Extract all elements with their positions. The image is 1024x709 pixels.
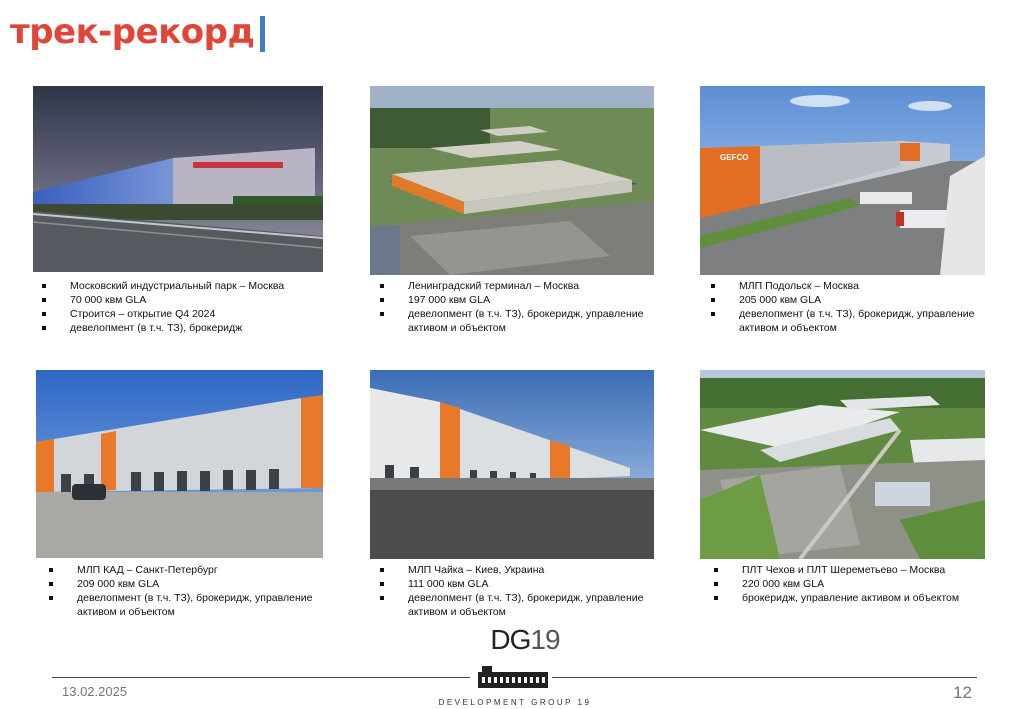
page-title: трек-рекорд (10, 12, 255, 52)
caption-item: девелопмент (в т.ч. ТЗ), брокеридж, управление активом и объектом (378, 307, 658, 335)
caption-item: ПЛТ Чехов и ПЛТ Шереметьево – Москва (712, 563, 1002, 577)
caption-item: МЛП КАД – Санкт-Петербург (47, 563, 327, 577)
caption-item: 111 000 квм GLA (378, 577, 658, 591)
caption-item: 197 000 квм GLA (378, 293, 658, 307)
caption-item: 220 000 квм GLA (712, 577, 1002, 591)
company-subtitle: DEVELOPMENT GROUP 19 (438, 698, 592, 707)
building-logo-icon (478, 666, 548, 688)
logo-number: 19 (530, 624, 560, 655)
project-caption-chekhov-sheremetyevo (712, 563, 1002, 605)
project-photo-chekhov-sheremetyevo (700, 370, 985, 559)
caption-item: МЛП Подольск – Москва (709, 279, 989, 293)
logo-dg: DG (490, 624, 531, 655)
footer-divider-right (552, 677, 977, 678)
footer-divider-left (52, 677, 470, 678)
project-photo-kad-spb (36, 370, 323, 558)
caption-item: девелопмент (в т.ч. ТЗ), брокеридж, управление активом и объектом (378, 591, 658, 619)
caption-item: Ленинградский терминал – Москва (378, 279, 658, 293)
project-photo-moscow-industrial-park (33, 86, 323, 272)
caption-item: девелопмент (в т.ч. ТЗ), брокеридж (40, 321, 340, 335)
caption-item: 70 000 квм GLA (40, 293, 340, 307)
caption-item: 205 000 квм GLA (709, 293, 989, 307)
project-caption-moscow-industrial-park (40, 279, 340, 335)
project-photo-chaika-kiev (370, 370, 654, 559)
caption-item: Московский индустриальный парк – Москва (40, 279, 340, 293)
project-caption-chaika-kiev (378, 563, 658, 619)
caption-item: Строится – открытие Q4 2024 (40, 307, 340, 321)
project-photo-podolsk (700, 86, 985, 275)
project-caption-leningrad-terminal (378, 279, 658, 335)
caption-item: брокеридж, управление активом и объектом (712, 591, 1002, 605)
page-number: 12 (953, 683, 972, 702)
project-caption-podolsk (709, 279, 989, 335)
project-photo-leningrad-terminal (370, 86, 654, 275)
caption-item: девелопмент (в т.ч. ТЗ), брокеридж, управление активом и объектом (709, 307, 989, 335)
caption-item: 209 000 квм GLA (47, 577, 327, 591)
title-accent-bar (260, 16, 265, 52)
footer-date: 13.02.2025 (62, 684, 128, 699)
company-logo-text (470, 624, 580, 656)
project-caption-kad-spb (47, 563, 327, 619)
gefco-sign: GEFCO (720, 153, 749, 162)
caption-item: девелопмент (в т.ч. ТЗ), брокеридж, управление активом и объектом (47, 591, 327, 619)
caption-item: МЛП Чайка – Киев, Украина (378, 563, 658, 577)
